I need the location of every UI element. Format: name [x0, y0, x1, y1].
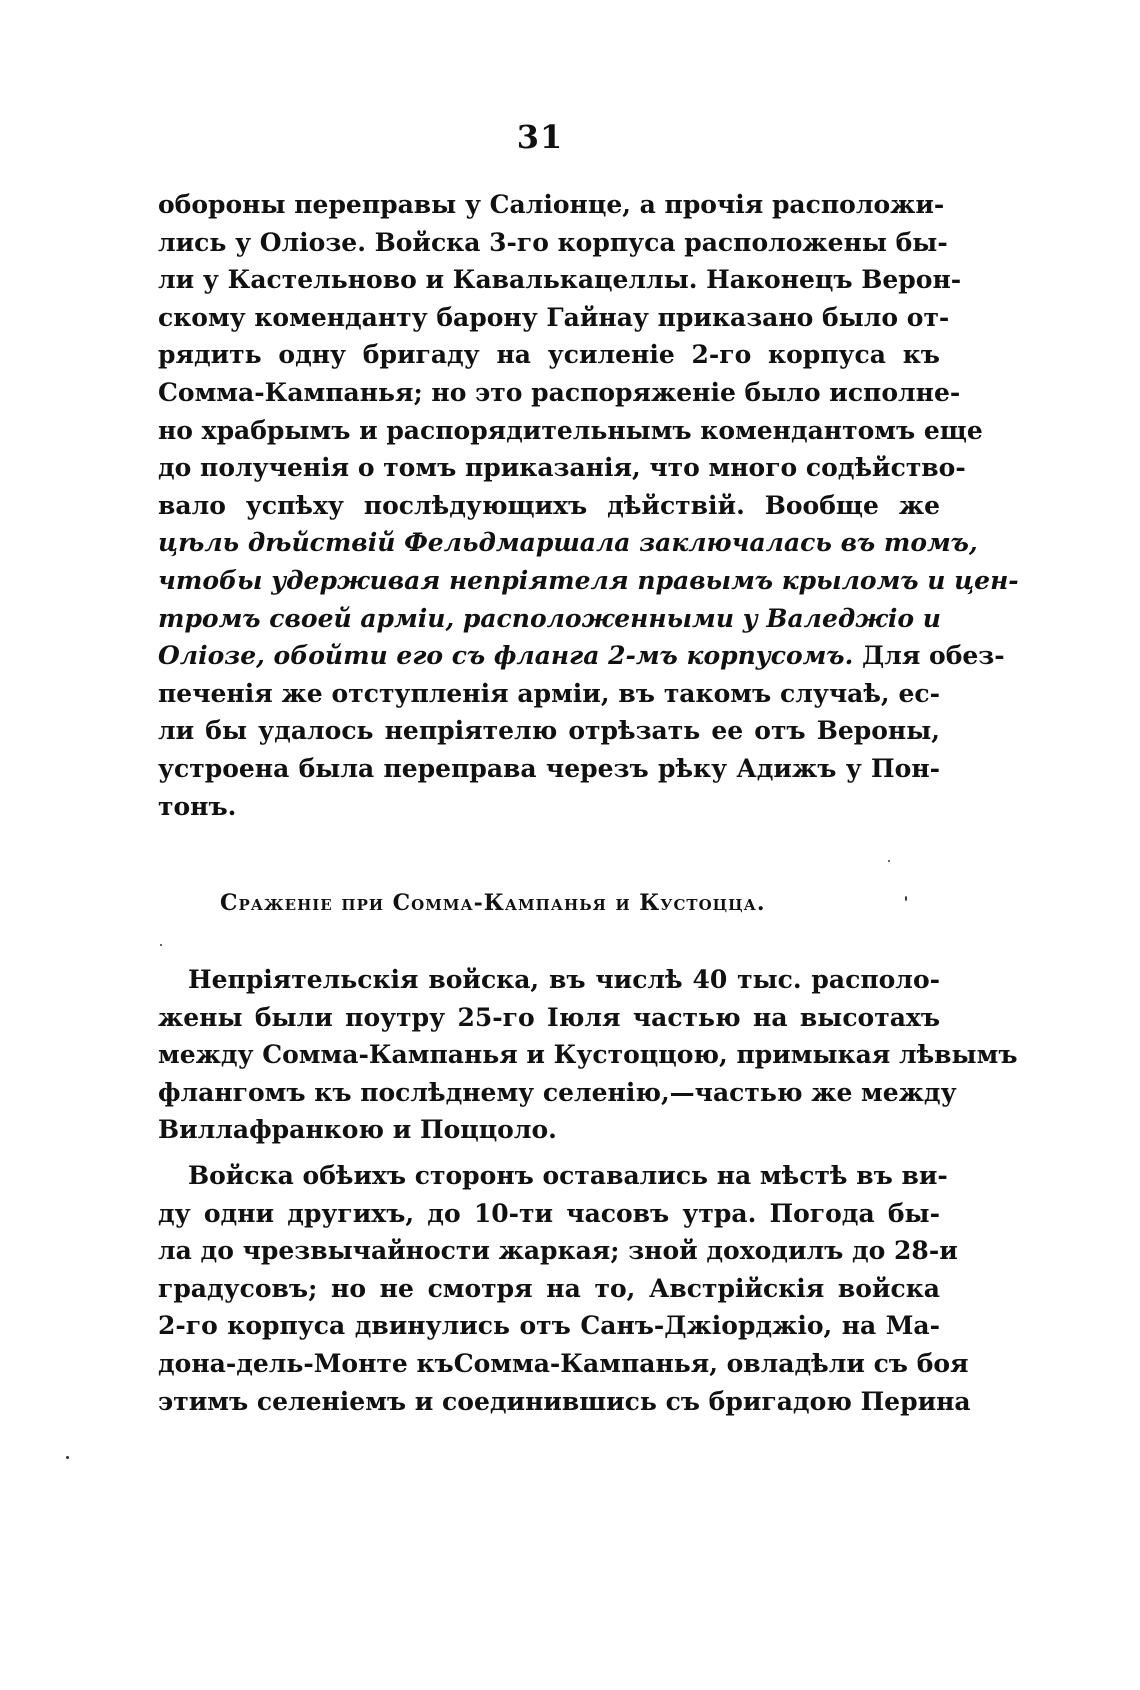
text-line: до полученія о томъ приказанія, что много содѣйство- — [158, 453, 966, 483]
text-line-italic: цѣль дѣйствій Фельдмаршала заключалась въ томъ, — [158, 528, 978, 558]
text-line: ла до чрезвычайности жаркая; зной доходилъ до 28-и — [158, 1236, 958, 1266]
text-line: этимъ селеніемъ и соединившись съ бригадою Перина — [158, 1386, 971, 1416]
text-line: вало успѣху послѣдующихъ дѣйствій. Вообще же — [158, 490, 940, 520]
paragraph-2 — [158, 961, 1018, 1149]
text-line: 2-го корпуса двинулись отъ Санъ-Джіорджіо, на Ма- — [158, 1311, 940, 1341]
text-line: флангомъ къ послѣднему селенію,—частью же между — [158, 1077, 957, 1107]
text-line: скому коменданту барону Гайнау приказано было от- — [158, 302, 950, 332]
text-line: между Сомма-Кампанья и Кустоццою, примыкая лѣвымъ — [158, 1040, 1018, 1070]
ink-speck — [905, 896, 907, 901]
text-line: Непріятельскія войска, въ числѣ 40 тыс. располо- — [188, 965, 940, 994]
text-line: Войска обѣихъ сторонъ оставались на мѣстѣ въ ви- — [188, 1161, 948, 1190]
text-line-mixed — [158, 637, 1005, 675]
text-line: тонъ. — [158, 791, 237, 821]
text-italic-part: Оліозе, обойти его съ фланга 2-мъ корпусомъ. — [158, 641, 854, 671]
text-line: но храбрымъ и распорядительнымъ комендантомъ еще — [158, 415, 983, 445]
text-line: ли бы удалось непріятелю отрѣзать ее отъ Вероны, — [158, 716, 940, 746]
text-line-italic: чтобы удерживая непріятеля правымъ крыломъ и цен- — [158, 565, 1019, 595]
text-line: жены были поутру 25-го Іюля частью на высотахъ — [158, 1002, 940, 1032]
text-line: ду одни другихъ, до 10-ти часовъ утра. Погода бы- — [158, 1198, 940, 1228]
text-line: обороны переправы у Саліонце, а прочія расположи- — [158, 190, 945, 219]
text-normal-part: Для обез- — [862, 641, 1005, 671]
ink-speck — [888, 860, 890, 862]
page-number: 31 — [516, 118, 564, 156]
section-heading: Сраженіе при Сомма-Кампанья и Кустоцца. — [220, 890, 766, 916]
ink-speck — [160, 944, 162, 946]
paragraph-3 — [158, 1157, 971, 1420]
paragraph-1 — [158, 186, 1019, 825]
text-line: лись у Оліозе. Войска 3-го корпуса расположены бы- — [158, 227, 948, 257]
text-line: печенія же отступленія арміи, въ такомъ случаѣ, ес- — [158, 678, 940, 708]
text-line: Виллафранкою и Поццоло. — [158, 1115, 557, 1145]
text-line: рядить одну бригаду на усиленіе 2-го корпуса къ — [158, 340, 940, 370]
text-line: устроена была переправа черезъ рѣку Адижъ у Пон- — [158, 753, 940, 783]
ink-speck — [66, 1456, 69, 1459]
text-line: дона-дель-Монте къСомма-Кампанья, овладѣли съ боя — [158, 1348, 969, 1378]
text-line-italic: тромъ своей арміи, расположенными у Валеджіо и — [158, 603, 941, 633]
text-line: ли у Кастельново и Кавалькацеллы. Наконецъ Верон- — [158, 265, 962, 295]
text-line: Сомма-Кампанья; но это распоряженіе было исполне- — [158, 377, 961, 407]
text-line: градусовъ; но не смотря на то, Австрійскія войска — [158, 1273, 940, 1303]
